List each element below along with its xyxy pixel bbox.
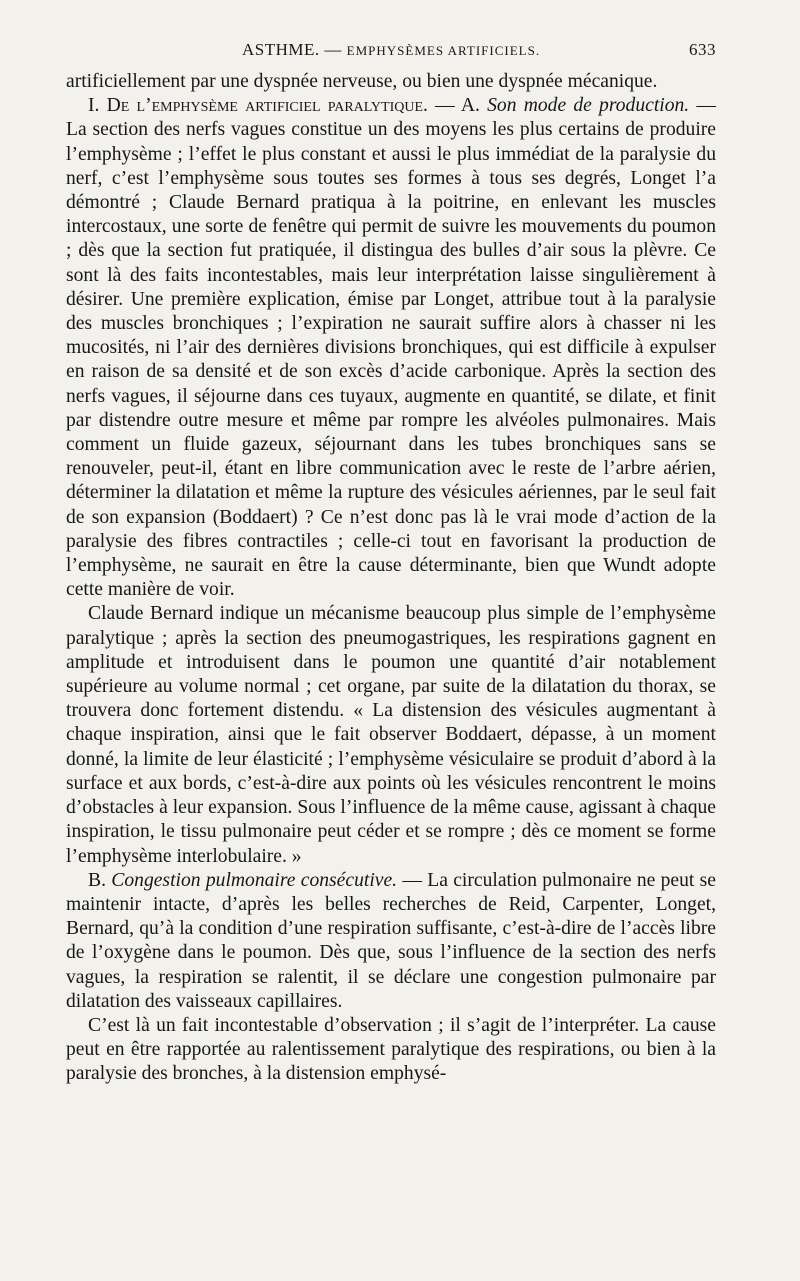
subsection-heading: Son mode de production.	[487, 95, 690, 117]
running-head-title-main: ASTHME.	[242, 40, 320, 59]
paragraph-congestion	[66, 869, 716, 1014]
paragraph-claude-bernard	[66, 602, 716, 868]
running-head	[66, 40, 716, 70]
paragraph-interpretation	[66, 1014, 716, 1087]
paragraph-text: Claude Bernard indique un mécanisme beaucoup plus simple de l’emphysème paralytique ; après la section des pneumogastriques, les respirations gagnent en amplitude et introduisent dans le poumon une quantité d’air notablement supérieure au volume normal ; cet organe, par suite de la dilatation du thorax, se trouvera donc fortement distendu. « La distension des vésicules augmentant à chaque inspiration, ainsi que le fait observer Boddaert, dépasse, à un moment donné, la limite de leur élasticité ; l’emphysème vésiculaire se produit d’abord à la surface et aux bords, c’est-à-dire aux points où les vésicules rencontrent le moins d’obstacles à leur expansion. Sous l’influence de la même cause, agissant à chaque inspiration, le tissu pulmonaire peut céder et se rompre ; dès ce moment se forme l’emphysème interlobulaire. »	[66, 603, 716, 867]
running-head-dash: —	[319, 40, 347, 59]
section-heading: I. De l’emphysème artificiel paralytique.	[88, 95, 428, 117]
running-head-title	[242, 40, 540, 60]
book-page	[66, 40, 716, 1087]
heading-separator: — A.	[427, 95, 488, 117]
paragraph-text: artificiellement par une dyspnée nerveuse, ou bien une dyspnée mécanique.	[66, 71, 658, 92]
paragraph-text: — La circulation pulmonaire ne peut se maintenir intacte, d’après les belles recherches de Reid, Carpenter, Longet, Bernard, qu’à la condition d’une respiration suffisante, c’est-à-dire de l’accès libre de l’oxygène dans le poumon. Dès que, sous l’influence de la section des nerfs vagues, la respiration se ralentit, il se déclare une congestion pulmonaire par dilatation des vaisseaux capillaires.	[66, 869, 716, 1012]
running-head-subtitle: EMPHYSÈMES ARTIFICIELS.	[346, 43, 541, 58]
paragraph-text: C’est là un fait incontestable d’observation ; il s’agit de l’interpréter. La cause peut en être rapportée au ralentissement paralytique des respirations, ou bien à la paralysie des bronches, à la distension emphysé-	[66, 1014, 716, 1085]
page-number: 633	[689, 40, 716, 59]
subsection-letter: B.	[88, 869, 112, 891]
paragraph-text: — La section des nerfs vagues constitue un des moyens les plus certains de produire l’emphysème ; l’effet le plus constant et aussi le plus immédiat de la paralysie du nerf, c’est l’emphysème sous toutes ses formes à tous ses degrés, Longet l’a démontré ; Claude Bernard pratiqua à la poitrine, en enlevant les muscles intercostaux, une sorte de fenêtre qui permit de suivre les mouvements du poumon ; dès que la section fut pratiquée, il distingua des bulles d’air sous la plèvre. Ce sont là des faits incontestables, mais leur interprétation laisse singulièrement à désirer. Une première explication, émise par Longet, attribue tout à la paralysie des muscles bronchiques ; l’expiration ne saurait suffire alors à chasser ni les mucosités, ni l’air des dernières divisions bronchiques, qui est difficile à expulser en raison de sa densité et de son excès d’acide carbonique. Après la section des nerfs vagues, il séjourne dans ces tuyaux, augmente en quantité, se dilate, et finit par distendre outre mesure et même par rompre les alvéoles pulmonaires. Mais comment un fluide gazeux, séjournant dans les tubes bronchiques sans se renouveler, peut-il, étant en libre communication avec le reste de l’arbre aérien, déterminer la dilatation et même la rupture des vésicules aériennes, par le seul fait de son expansion (Boddaert) ? Ce n’est donc pas là le vrai mode d’action de la paralysie des fibres contractiles ; celle-ci tout en favorisant la production de l’emphysème, ne saurait en être la cause déterminante, bien que Wundt adopte cette manière de voir.	[66, 95, 716, 601]
subsection-heading: Congestion pulmonaire consécutive.	[111, 869, 398, 891]
paragraph-continuation	[66, 70, 716, 94]
paragraph-section-one	[66, 94, 716, 602]
body-text	[66, 70, 716, 1087]
